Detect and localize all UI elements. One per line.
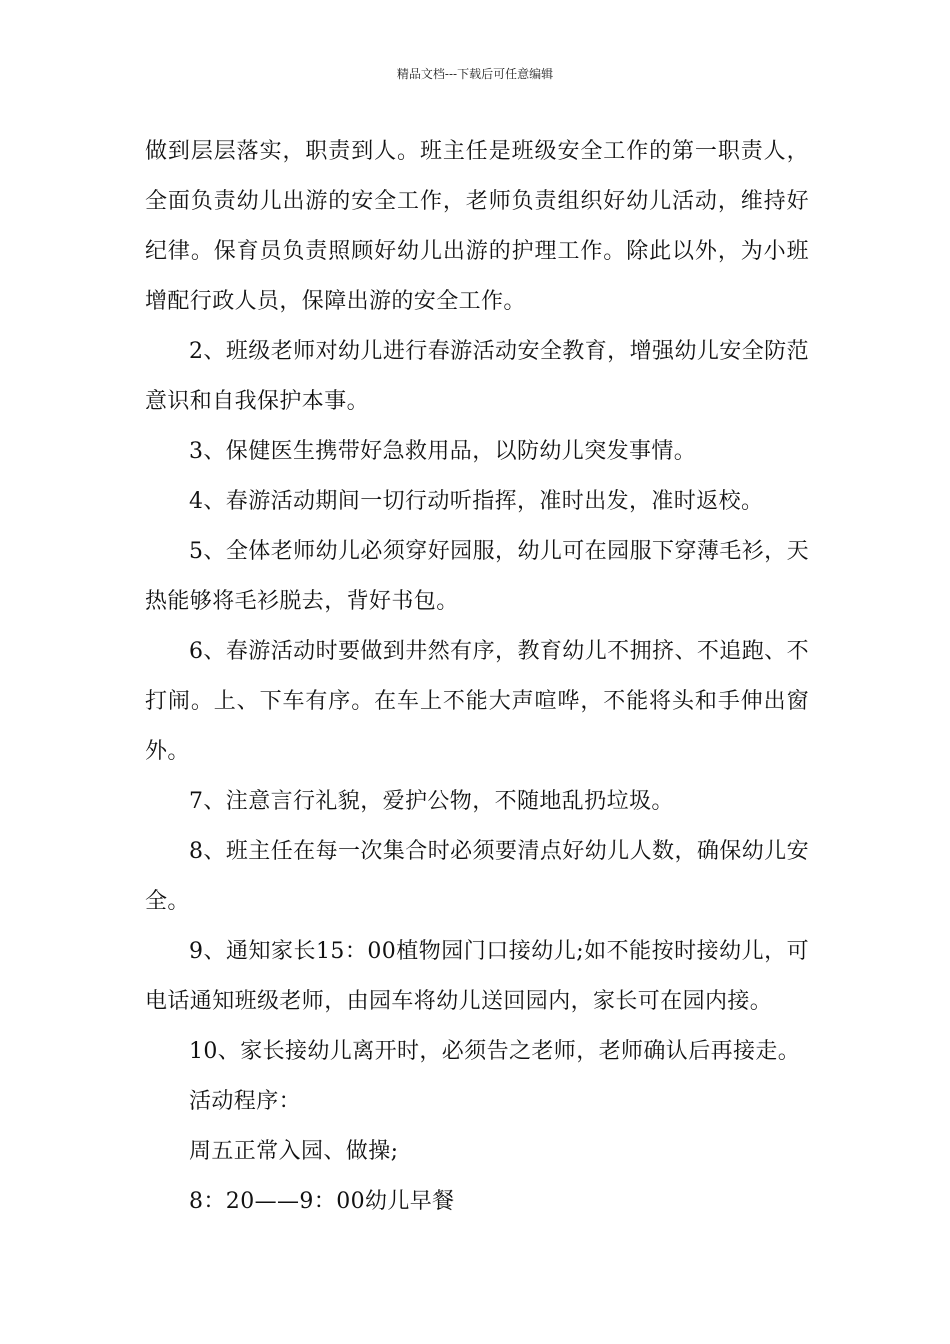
program-line-breakfast: 8：20——9：00幼儿早餐 — [189, 1189, 455, 1214]
section-heading-program: 活动程序： — [189, 1089, 302, 1114]
page-header: 精品文档---下载后可任意编辑 — [396, 67, 554, 81]
document-body — [145, 127, 809, 1227]
paragraph-item-3: 3、保健医生携带好急救用品，以防幼儿突发事情。 — [189, 439, 697, 464]
paragraph-item-9: 9、通知家长15：00植物园门口接幼儿;如不能按时接幼儿，可电话通知班级老师，由园车将幼儿送回园内，家长可在园内接。 — [145, 939, 809, 1014]
paragraph-item-4: 4、春游活动期间一切行动听指挥，准时出发，准时返校。 — [189, 489, 764, 514]
paragraph-item-10: 10、家长接幼儿离开时，必须告之老师，老师确认后再接走。 — [189, 1039, 801, 1064]
paragraph-item-8: 8、班主任在每一次集合时必须要清点好幼儿人数，确保幼儿安全。 — [145, 839, 809, 914]
program-line-friday: 周五正常入园、做操; — [189, 1139, 399, 1164]
paragraph-item-2: 2、班级老师对幼儿进行春游活动安全教育，增强幼儿安全防范意识和自我保护本事。 — [145, 339, 809, 414]
paragraph-continuation: 做到层层落实，职责到人。班主任是班级安全工作的第一职责人，全面负责幼儿出游的安全工作，老师负责组织好幼儿活动，维持好纪律。保育员负责照顾好幼儿出游的护理工作。除此以外，为小班增配行政人员，保障出游的安全工作。 — [145, 139, 809, 314]
paragraph-item-7: 7、注意言行礼貌，爱护公物，不随地乱扔垃圾。 — [189, 789, 674, 814]
paragraph-item-5: 5、全体老师幼儿必须穿好园服，幼儿可在园服下穿薄毛衫，天热能够将毛衫脱去，背好书包。 — [145, 539, 809, 614]
paragraph-item-6: 6、春游活动时要做到井然有序，教育幼儿不拥挤、不追跑、不打闹。上、下车有序。在车上不能大声喧哗，不能将头和手伸出窗外。 — [145, 639, 809, 764]
